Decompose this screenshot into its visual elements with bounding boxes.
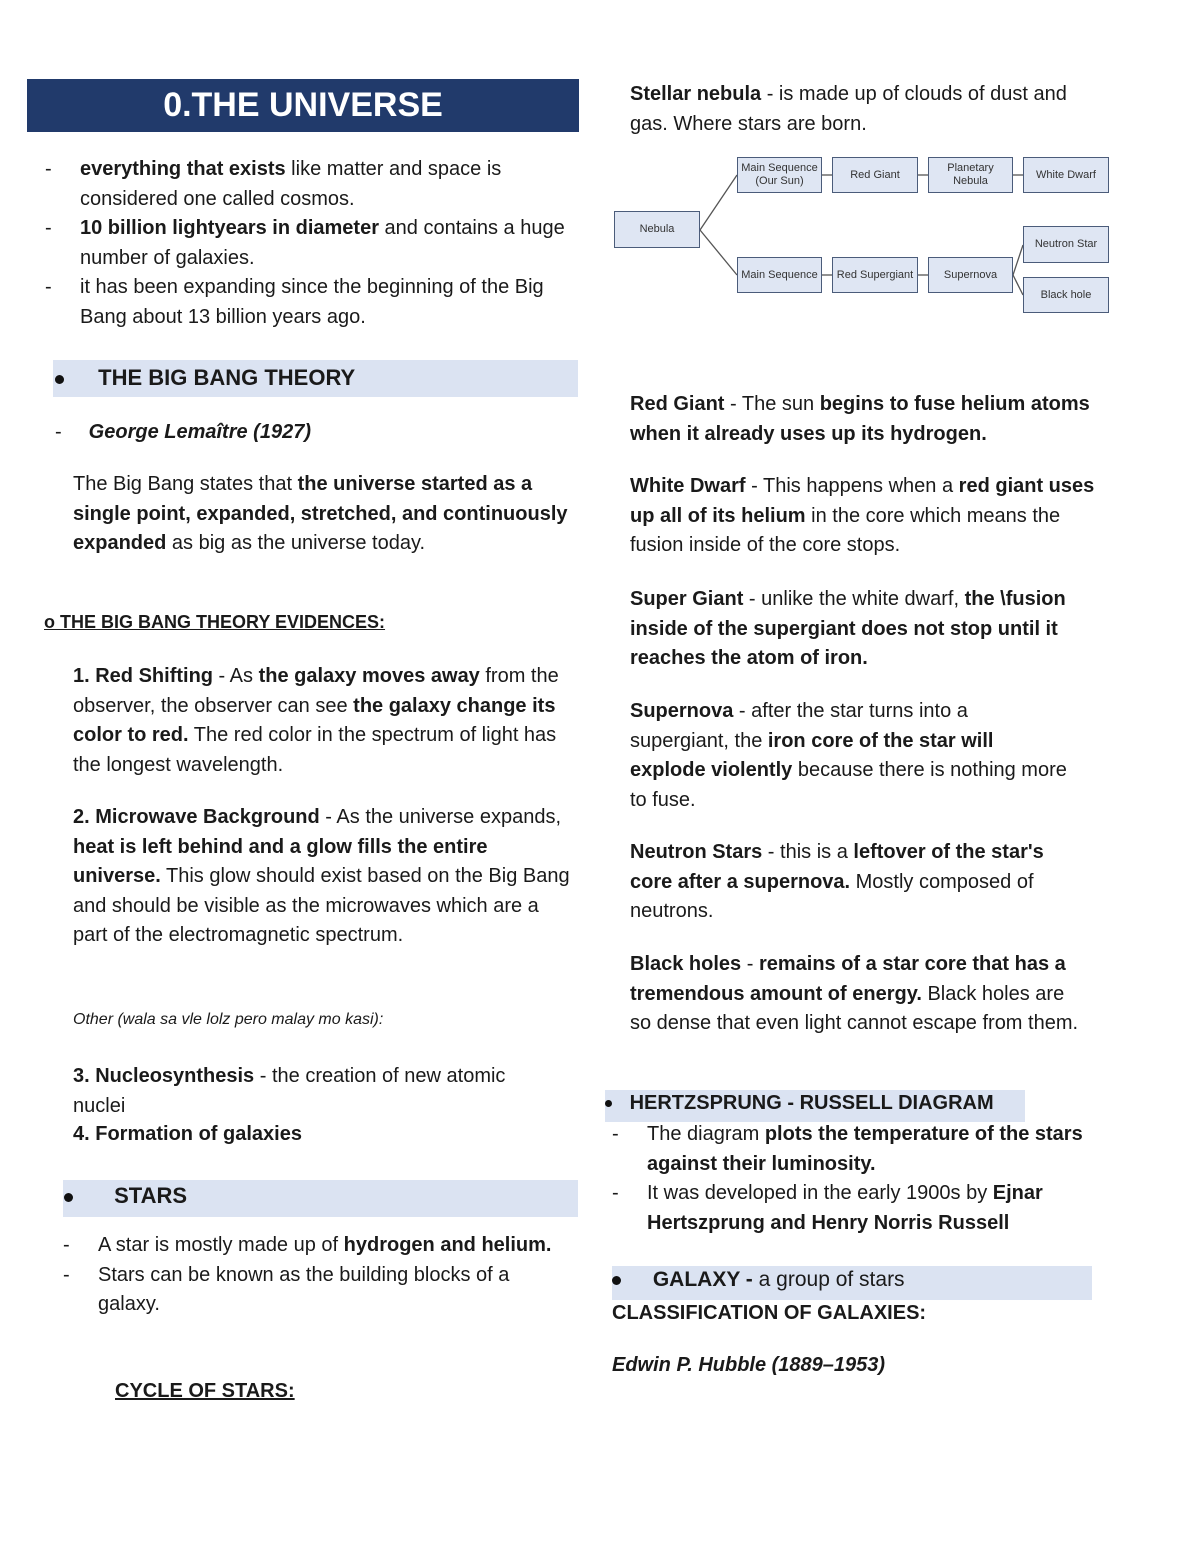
diagram-node-main-sequence-sun: Main Sequence (Our Sun) (737, 157, 822, 193)
evidence-microwave: 2. Microwave Background - As the universe expands, heat is left behind and a glow fills the entire universe. This glow should exist based on the Big Bang and should be visible as the microwaves which are a part of the electromagnetic spectrum. (73, 806, 570, 946)
bullet-icon (64, 1193, 73, 1202)
stellar-nebula-para: Stellar nebula - is made up of clouds of dust and gas. Where stars are born. (630, 83, 1067, 135)
list-item: - A star is mostly made up of hydrogen and helium. (63, 1231, 563, 1261)
big-bang-paragraph: The Big Bang states that the universe started as a single point, expanded, stretched, and continuously expanded as big as the universe today. (73, 473, 568, 554)
diagram-node-nebula: Nebula (614, 211, 700, 248)
big-bang-heading: THE BIG BANG THEORY (55, 365, 355, 391)
hubble-line: Edwin P. Hubble (1889–1953) (612, 1354, 886, 1376)
super-giant-para: Super Giant - unlike the white dwarf, the \fusion inside of the supergiant does not stop until it reaches the atom of iron. (630, 588, 1066, 669)
bullet-icon (612, 1276, 621, 1285)
galaxy-heading: GALAXY - a group of stars (612, 1268, 905, 1292)
red-giant-para: Red Giant - The sun begins to fuse helium atoms when it already uses up its hydrogen. (630, 393, 1090, 445)
neutron-stars-para: Neutron Stars - this is a leftover of the star's core after a supernova. Mostly composed of neutrons. (630, 841, 1044, 922)
list-item: - it has been expanding since the beginning of the Big Bang about 13 billion years ago. (45, 273, 565, 332)
stars-heading: STARS (64, 1183, 187, 1209)
list-item: - Stars can be known as the building blocks of a galaxy. (63, 1261, 563, 1320)
evidence-galaxies: 4. Formation of galaxies (73, 1123, 302, 1145)
list-item: - 10 billion lightyears in diameter and contains a huge number of galaxies. (45, 214, 565, 273)
evidence-red-shifting: 1. Red Shifting - As the galaxy moves away from the observer, the observer can see the galaxy change its color to red. The red color in the spectrum of light has the longest wavelength. (73, 665, 559, 776)
diagram-node-neutron-star: Neutron Star (1023, 226, 1109, 263)
diagram-node-supernova: Supernova (928, 257, 1013, 293)
list-item: - It was developed in the early 1900s by Ejnar Hertszprung and Henry Norris Russell (612, 1179, 1092, 1238)
list-item: - everything that exists like matter and space is considered one called cosmos. (45, 155, 565, 214)
cycle-heading: CYCLE OF STARS: (115, 1380, 295, 1402)
hr-diagram-heading: HERTZSPRUNG - RUSSELL DIAGRAM (605, 1092, 994, 1115)
stars-list (63, 1231, 563, 1320)
page-title: 0.THE UNIVERSE (27, 79, 579, 132)
bullet-icon (55, 375, 64, 384)
list-item: - The diagram plots the temperature of the stars against their luminosity. (612, 1120, 1092, 1179)
hr-list (612, 1120, 1092, 1238)
black-holes-para: Black holes - remains of a star core that has a tremendous amount of energy. Black holes are so dense that even light cannot escape from them. (630, 953, 1079, 1034)
diagram-node-red-supergiant: Red Supergiant (832, 257, 918, 293)
evidence-nucleosynthesis: 3. Nucleosynthesis - the creation of new atomic nuclei (73, 1065, 506, 1117)
diagram-node-black-hole: Black hole (1023, 277, 1109, 313)
author-line: - George Lemaître (1927) (55, 421, 311, 443)
diagram-node-red-giant: Red Giant (832, 157, 918, 193)
diagram-node-main-sequence: Main Sequence (737, 257, 822, 293)
other-note: Other (wala sa vle lolz pero malay mo kasi): (73, 1011, 384, 1028)
evidences-heading: o THE BIG BANG THEORY EVIDENCES: (44, 612, 386, 632)
diagram-node-white-dwarf: White Dwarf (1023, 157, 1109, 193)
diagram-node-planetary-nebula: Planetary Nebula (928, 157, 1013, 193)
white-dwarf-para: White Dwarf - This happens when a red giant uses up all of its helium in the core which means the fusion inside of the core stops. (630, 475, 1095, 556)
intro-list (45, 155, 565, 332)
classification-heading: CLASSIFICATION OF GALAXIES: (612, 1302, 927, 1324)
bullet-icon (605, 1100, 612, 1107)
supernova-para: Supernova - after the star turns into a supergiant, the iron core of the star will explode violently because there is nothing more to fuse. (630, 700, 1067, 811)
